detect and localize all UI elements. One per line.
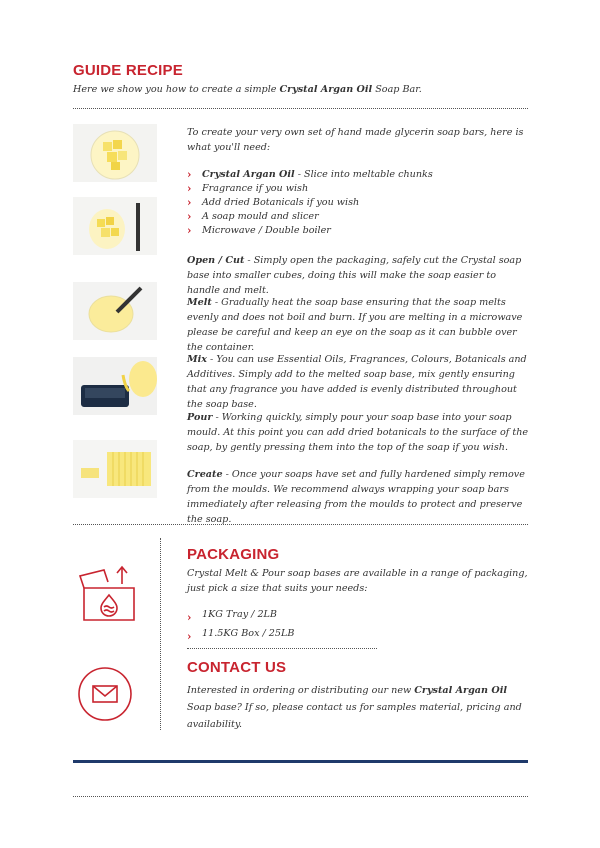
divider-bottom: [73, 796, 528, 797]
page-title: GUIDE RECIPE: [73, 62, 183, 79]
chevron-right-icon: ›: [187, 611, 192, 624]
packaging-text: Crystal Melt & Pour soap bases are available in a range of packaging, just pick a size that suits your needs:: [187, 568, 528, 594]
recipe-lead: To create your very own set of hand made glycerin soap bars, here is what you'll need:: [187, 127, 524, 153]
list-item: › 11.5KG Box / 25LB: [187, 624, 529, 643]
divider-middle: [73, 524, 528, 525]
contact-text: Interested in ordering or distributing our new Crystal Argan Oil Soap base? If so, please contact us for samples material, pricing and availability.: [187, 685, 522, 730]
photo-pour-mould: [73, 357, 157, 415]
vertical-divider: [160, 538, 161, 730]
packaging-title: PACKAGING: [187, 546, 280, 563]
list-item: › 1KG Tray / 2LB: [187, 605, 529, 624]
step-mix: Mix - You can use Essential Oils, Fragrances, Colours, Botanicals and Additives. Simply add to the melted soap base, mix gently ensuring that any fragrance you have added is evenly distributed throughout the soap base.: [187, 354, 527, 410]
needs-list: [187, 168, 529, 238]
chevron-right-icon: ›: [187, 630, 192, 643]
chevron-right-icon: ›: [187, 210, 192, 223]
contact-title: CONTACT US: [187, 659, 287, 676]
chevron-right-icon: ›: [187, 182, 192, 195]
divider-packaging: [187, 648, 377, 649]
step-create: Create - Once your soaps have set and fully hardened simply remove from the moulds. We recommend always wrapping your soap bars immediately after releasing from the moulds to protect and preserve the soap.: [187, 469, 525, 525]
list-item: › Microwave / Double boiler: [187, 224, 331, 237]
chevron-right-icon: ›: [187, 196, 192, 209]
intro-pre: Here we show you how to create a simple: [73, 84, 280, 95]
packaging-list: [187, 605, 529, 643]
chevron-right-icon: ›: [187, 168, 192, 181]
divider-top: [73, 108, 528, 109]
photo-cubes-slicer: [73, 197, 157, 255]
list-item: › Crystal Argan Oil - Slice into meltable chunks: [187, 168, 433, 181]
footer-blue-rule: [73, 760, 528, 763]
intro-text: [73, 82, 533, 97]
photo-soap-bar: [73, 440, 157, 498]
box-drop-icon: [78, 562, 140, 628]
photo-melt-stir: [73, 282, 157, 340]
photo-soap-cubes-jar: [73, 124, 157, 182]
intro-bold: Crystal Argan Oil: [279, 84, 373, 95]
list-item: › Fragrance if you wish: [187, 182, 309, 195]
list-item: › A soap mould and slicer: [187, 210, 319, 223]
step-open-cut: Open / Cut - Simply open the packaging, safely cut the Crystal soap base into smaller cubes, doing this will make the soap easier to handle and melt.: [187, 255, 522, 296]
step-pour: Pour - Working quickly, simply pour your soap base into your soap mould. At this point you can add dried botanicals to the surface of the soap, by gently pressing them into the top of the soap if you wish.: [187, 412, 529, 453]
intro-post: Soap Bar.: [372, 84, 422, 95]
step-melt: Melt - Gradually heat the soap base ensuring that the soap melts evenly and does not boil and burn. If you are melting in a microwave please be careful and keep an eye on the soap as it can bubble over the container.: [187, 297, 523, 353]
list-item: › Add dried Botanicals if you wish: [187, 196, 360, 209]
chevron-right-icon: ›: [187, 224, 192, 237]
envelope-icon: [77, 666, 133, 726]
